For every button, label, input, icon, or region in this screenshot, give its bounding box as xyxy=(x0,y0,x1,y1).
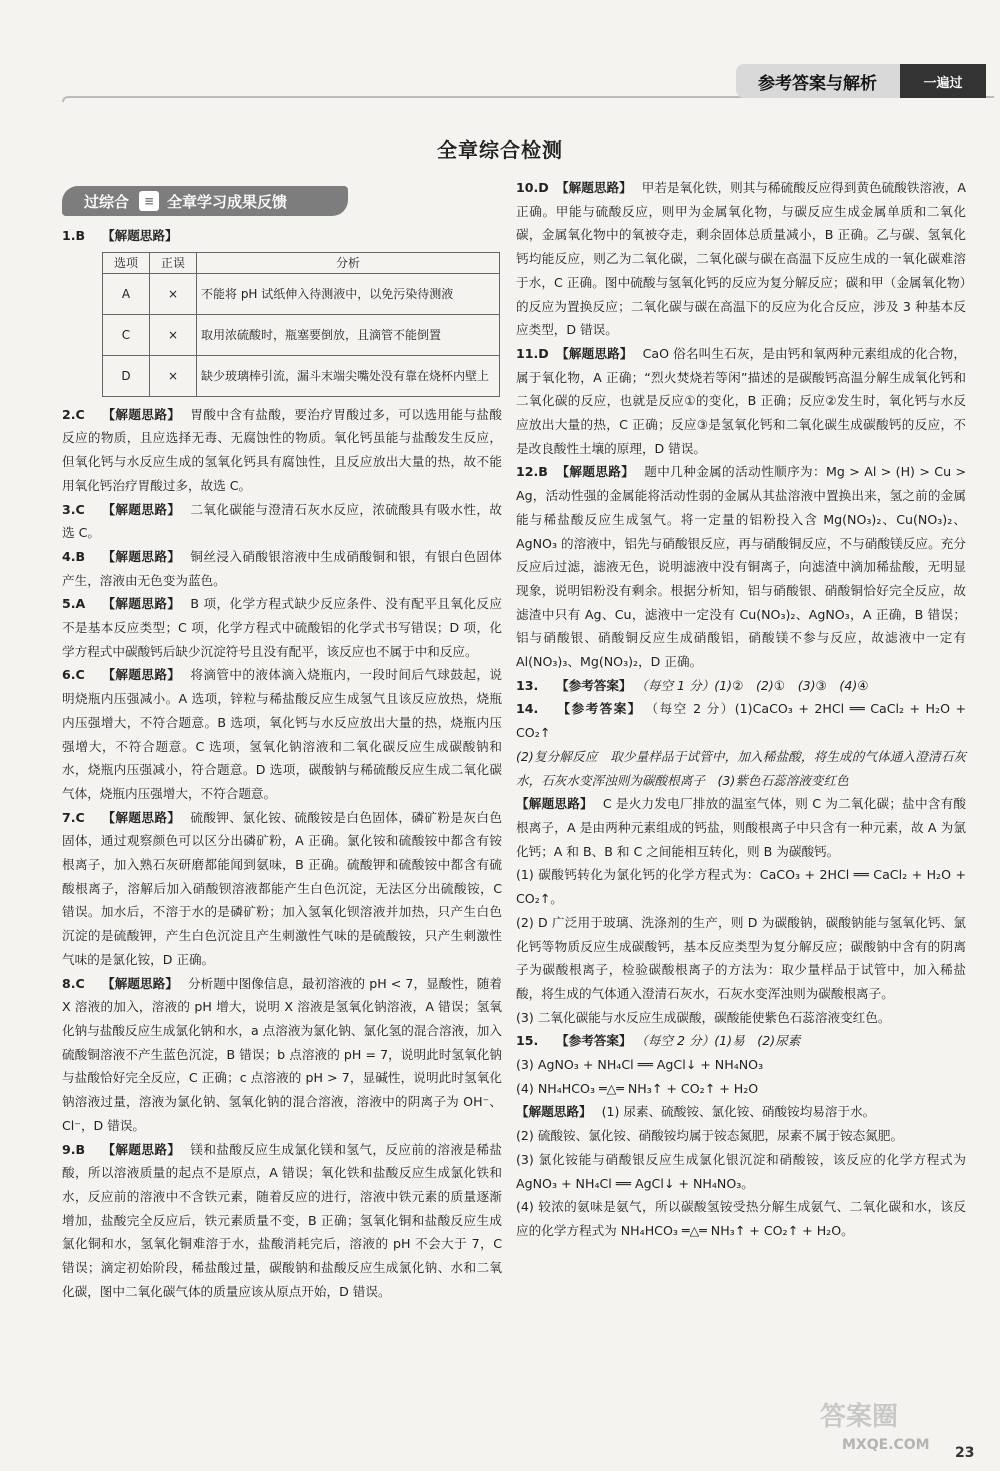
answer-tag: 【解题思路】 xyxy=(102,975,178,991)
answer-number: 8.C xyxy=(62,975,85,991)
answer-text: 硫酸钾、氯化铵、硫酸铵是白色固体，磷矿粉是灰白色固体，通过观察颜色可以区分出磷矿粉，A 正确。氯化铵和硫酸铵中都含有铵根离子，加入熟石灰研磨都能闻到氨味，B 正确。硫酸钾和硫酸铵中都含有硫酸根离子，溶解后加入硝酸钡溶液都能产生白色沉淀，无法区分出硫酸铵，C 错误。加水后，不溶于水的是磷矿粉；加入氢氧化钡溶液并加热，只产生白色沉淀的是硫酸钾，产生白色沉淀且产生刺激性气味的是硫酸铵，只产生刺激性气味的是氯化铵，D 正确。 xyxy=(62,809,502,967)
answer-number: 9.B xyxy=(62,1141,86,1157)
answer-6 xyxy=(62,663,502,805)
answer-10 xyxy=(516,176,966,342)
page-number: 23 xyxy=(955,1445,975,1461)
answer-7 xyxy=(62,806,502,972)
table-header: 分析 xyxy=(197,252,500,273)
answer-number: 14. xyxy=(516,701,539,717)
section-banner xyxy=(62,186,348,216)
answer-text: CaO 俗名叫生石灰，是由钙和氧两种元素组成的化合物，属于氧化物，A 正确；“烈火焚烧若等闲”描述的是碳酸钙高温分解生成氧化钙和二氧化碳的反应，也就是反应①的变化，B 正确；反应②发生时，氧化钙与水反应放出大量的热，C 正确；反应③是氢氧化钙和二氧化碳生成碳酸钙的反应，不是改良酸性土壤的原理，D 错误。 xyxy=(516,345,966,456)
answer-14-handwritten: (2)复分解反应 取少量样品于试管中，加入稀盐酸，将生成的气体通入澄清石灰水，石灰水变浑浊则为碳酸根离子 (3)紫色石蕊溶液变红色 xyxy=(516,748,966,788)
table-cell: × xyxy=(150,355,197,396)
banner-left-label: 过综合 xyxy=(84,192,130,211)
answer-tag: 【解题思路】 xyxy=(556,464,635,480)
answer-number: 11.D xyxy=(516,345,549,361)
answer-3 xyxy=(62,498,502,545)
answer-11 xyxy=(516,342,966,461)
answer-tag: 【解题思路】 xyxy=(102,548,181,564)
table-cell: D xyxy=(103,355,150,396)
answer-14-p2: (2) D 广泛用于玻璃、洗涤剂的生产，则 D 为碳酸钠，碳酸钠能与氢氧化钙、氯化钙等物质反应生成碳酸钙，基本反应类型为复分解反应；碳酸钠中含有的阴离子为碳酸根离子，检验碳酸根离子的方法为：取少量样品于试管中，加入稀盐酸，将生成的气体通入澄清石灰水，石灰水变浑浊则为碳酸根离子。 xyxy=(516,914,966,1001)
answer-15-a3: (3) AgNO₃ + NH₄Cl ══ AgCl↓ + NH₄NO₃ xyxy=(516,1057,764,1073)
answer-text: B 项，化学方程式缺少反应条件、没有配平且氧化反应不是基本反应类型；C 项，化学方程式中硫酸铝的化学式书写错误；D 项，化学方程式中碳酸钙后缺少沉淀符号且没有配平，该反应也不属于中和反应。 xyxy=(62,596,503,659)
answer-15-p4: (4) 较浓的氨味是氨气，所以碳酸氢铵受热分解生成氨气、二氧化碳和水，该反应的化学方程式为 NH₄HCO₃ ═△═ NH₃↑ + CO₂↑ + H₂O。 xyxy=(516,1199,966,1238)
answer-13 xyxy=(516,674,966,698)
answer-tag: 【解题思路】 xyxy=(102,596,181,612)
answer-tag: 【参考答案】 xyxy=(556,677,632,693)
answer-1-table xyxy=(102,252,500,397)
answer-tag: 【解题思路】 xyxy=(516,796,593,812)
answer-text: 甲若是氧化铁，则其与稀硫酸反应得到黄色硫酸铁溶液，A 正确。甲能与硫酸反应，则甲为金属氧化物，与碳反应生成金属单质和二氧化碳，金属氧化物中的氧被夺走，剩余固体总质量减小，B 正确。乙与碳、氢氧化钙均能反应，则乙为二氧化碳，二氧化碳与碳在高温下反应生成的一氧化碳难溶于水，C 正确。图中硫酸与氢氧化钙的反应为复分解反应；碳和甲（金属氧化物）的反应为置换反应；二氧化碳与碳在高温下的反应为化合反应，涉及 3 种基本反应类型，D 错误。 xyxy=(516,180,966,338)
answer-14-p3: (3) 二氧化碳能与水反应生成碳酸，碳酸能使紫色石蕊溶液变红色。 xyxy=(516,1009,891,1025)
table-cell: × xyxy=(150,273,197,314)
table-header: 正误 xyxy=(150,252,197,273)
table-cell: C xyxy=(103,314,150,355)
answer-tag: 【解题思路】 xyxy=(102,406,181,422)
header-tab xyxy=(736,64,986,98)
answer-tag: 【解题思路】 xyxy=(102,228,178,243)
table-row xyxy=(103,273,500,314)
answer-5 xyxy=(62,592,502,663)
right-column xyxy=(516,176,966,1243)
table-cell: 取用浓硫酸时，瓶塞要倒放，且滴管不能倒置 xyxy=(197,314,500,355)
answer-tag: 【参考答案】 xyxy=(556,701,642,717)
answer-number: 7.C xyxy=(62,809,85,825)
page-title: 全章综合检测 xyxy=(437,138,563,162)
answer-number: 2.C xyxy=(62,406,85,422)
table-cell: A xyxy=(103,273,150,314)
table-cell: 不能将 pH 试纸伸入待测液中，以免污染待测液 xyxy=(197,273,500,314)
answer-15-a4: (4) NH₄HCO₃ ═△═ NH₃↑ + CO₂↑ + H₂O xyxy=(516,1080,759,1096)
table-header: 选项 xyxy=(103,252,150,273)
left-column xyxy=(62,224,502,1303)
answer-2 xyxy=(62,403,502,498)
list-icon: ≡ xyxy=(139,191,159,211)
answer-tag: 【解题思路】 xyxy=(556,180,632,195)
answer-text: （每空 2 分）(1)CaCO₃ + 2HCl ══ CaCl₂ + H₂O + CO₂↑ xyxy=(516,701,966,741)
watermark-url: MXQE.COM xyxy=(842,1437,930,1453)
answer-number: 10.D xyxy=(516,180,549,195)
answer-15-p2: (2) 硫酸铵、氯化铵、硝酸铵均属于铵态氮肥，尿素不属于铵态氮肥。 xyxy=(516,1128,904,1144)
answer-12 xyxy=(516,460,966,673)
answer-8 xyxy=(62,972,502,1138)
answer-text: 镁和盐酸反应生成氯化镁和氢气，反应前的溶液是稀盐酸，所以溶液质量的起点不是原点，A 错误；氧化铁和盐酸反应生成氯化铁和水，反应前的溶液中不含铁元素，随着反应的进行，溶液中铁元素的质量逐渐增加，盐酸完全反应后，铁元素质量不变，B 正确；氢氧化铜和盐酸反应生成氯化铜和水，氢氧化铜难溶于水，盐酸消耗完后，溶液的 pH 不会大于 7，C 错误；滴定初始阶段，稀盐酸过量，碳酸钠和盐酸反应生成氯化钠、水和二氧化碳，图中二氧化碳气体的质量应该从原点开始，D 错误。 xyxy=(62,1141,502,1299)
answer-15 xyxy=(516,1029,966,1053)
answer-4 xyxy=(62,545,502,592)
answer-tag: 【解题思路】 xyxy=(102,809,181,825)
banner-right-label: 全章学习成果反馈 xyxy=(167,192,288,211)
answer-tag: 【解题思路】 xyxy=(102,501,181,517)
answer-14 xyxy=(516,697,966,744)
answer-1 xyxy=(62,224,502,248)
answer-14-p1: (1) 碳酸钙转化为氯化钙的化学方程式为：CaCO₃ + 2HCl ══ CaCl₂ + H₂O + CO₂↑。 xyxy=(516,867,966,907)
answer-text: 题中几种金属的活动性顺序为：Mg > Al > (H) > Cu > Ag，活动性强的金属能将活动性弱的金属从其盐溶液中置换出来，氢之前的金属能与稀盐酸反应生成氢气。将一定量的铝粉投入含 Mg(NO₃)₂、Cu(NO₃)₂、AgNO₃ 的溶液中，铝先与硝酸银反应，再与硝酸铜反应，不与硝酸镁反应。充分反应后过滤，滤液无色，说明滤液中没有铜离子，向滤渣中滴加稀盐酸，无明显现象，说明铝粉没有剩余。根据分析知，铝与硝酸银、硝酸铜恰好完全反应，故滤渣中只有 Ag、Cu，滤液中一定没有 Cu(NO₃)₂、AgNO₃，A 正确，B 错误；铝与硝酸银、硝酸铜反应生成硝酸铝，硝酸镁不参与反应，故滤液中一定有 Al(NO₃)₃、Mg(NO₃)₂，D 正确。 xyxy=(516,464,967,670)
answer-tag: 【解题思路】 xyxy=(102,1141,181,1157)
answer-text: 胃酸中含有盐酸，要治疗胃酸过多，可以选用能与盐酸反应的物质，且应选择无毒、无腐蚀性的物质。氧化钙虽能与盐酸发生反应，但氧化钙与水反应生成的氢氧化钙具有腐蚀性，且反应放出大量的热，故不能用氧化钙治疗胃酸过多，故选 C。 xyxy=(62,406,502,493)
answer-text: 铜丝浸入硝酸银溶液中生成硝酸铜和银，有银白色固体产生，溶液由无色变为蓝色。 xyxy=(62,548,502,588)
answer-text: 将滴管中的液体滴入烧瓶内，一段时间后气球鼓起，说明烧瓶内压强减小。A 选项，锌粒与稀盐酸反应生成氢气且该反应放热，烧瓶内压强增大，不符合题意。B 选项，氧化钙与水反应放出大量的热，烧瓶内压强增大，不符合题意。C 选项，氢氧化钠溶液和二氧化碳反应生成碳酸钠和水，烧瓶内压强减小，符合题意。D 选项，碳酸钠与稀硫酸反应生成二氧化碳气体，烧瓶内压强增大，不符合题意。 xyxy=(62,667,502,801)
table-cell: 缺少玻璃棒引流，漏斗末端尖嘴处没有靠在烧杯内壁上 xyxy=(197,355,500,396)
answer-14-analysis xyxy=(516,792,966,863)
answer-text: （每空 1 分）(1)② (2)① (3)③ (4)④ xyxy=(641,677,869,693)
answer-tag: 【解题思路】 xyxy=(556,345,633,361)
header-title: 参考答案与解析 xyxy=(758,73,877,94)
answer-number: 6.C xyxy=(62,667,85,683)
answer-text: 二氧化碳能与澄清石灰水反应，浓硫酸具有吸水性，故选 C。 xyxy=(62,501,502,541)
answer-number: 13. xyxy=(516,677,539,693)
answer-tag: 【解题思路】 xyxy=(516,1104,592,1120)
answer-number: 5.A xyxy=(62,596,86,612)
answer-text: （每空 2 分）(1)易 (2)尿素 xyxy=(641,1033,801,1049)
answer-number: 3.C xyxy=(62,501,85,517)
answer-text: (1) 尿素、硫酸铵、氯化铵、硝酸铵均易溶于水。 xyxy=(601,1104,876,1120)
answer-text: 分析题中图像信息，最初溶液的 pH < 7，显酸性，随着 X 溶液的加入，溶液的 pH 增大，说明 X 溶液是氢氧化钠溶液，A 错误；氢氧化钠与盐酸反应生成氯化钠和水，a 点溶液为氯化钠、氯化氢的混合溶液，加入硫酸铜溶液不产生蓝色沉淀，B 错误；b 点溶液的 pH = 7，说明此时氢氧化钠与盐酸恰好完全反应，C 正确；c 点溶液的 pH > 7，显碱性，说明此时氢氧化钠溶液过量，溶液为氯化钠、氢氧化钠的混合溶液，溶液中的阴离子为 OH⁻、Cl⁻，D 错误。 xyxy=(62,975,502,1133)
answer-number: 4.B xyxy=(62,548,86,564)
answer-9 xyxy=(62,1138,502,1304)
brand-logo: 一遍过 xyxy=(900,64,986,98)
answer-15-p3: (3) 氯化铵能与硝酸银反应生成氯化银沉淀和硝酸铵，该反应的化学方程式为 AgNO₃ + NH₄Cl ══ AgCl↓ + NH₄NO₃。 xyxy=(516,1151,966,1191)
table-row xyxy=(103,314,500,355)
answer-number: 12.B xyxy=(516,464,548,480)
answer-tag: 【参考答案】 xyxy=(556,1033,632,1049)
answer-number: 1.B xyxy=(62,228,86,243)
table-row xyxy=(103,355,500,396)
answer-tag: 【解题思路】 xyxy=(102,667,181,683)
watermark-logo: 答案圈 xyxy=(820,1402,899,1432)
answer-15-analysis xyxy=(516,1100,966,1124)
answer-text: C 是火力发电厂排放的温室气体，则 C 为二氧化碳；盐中含有酸根离子，A 是由两种元素组成的钙盐，则酸根离子中只含有一种元素，故 A 为氯化钙；A 和 B、B 和 C 之间能相互转化，则 B 为碳酸钙。 xyxy=(516,796,966,859)
table-cell: × xyxy=(150,314,197,355)
answer-number: 15. xyxy=(516,1033,539,1049)
